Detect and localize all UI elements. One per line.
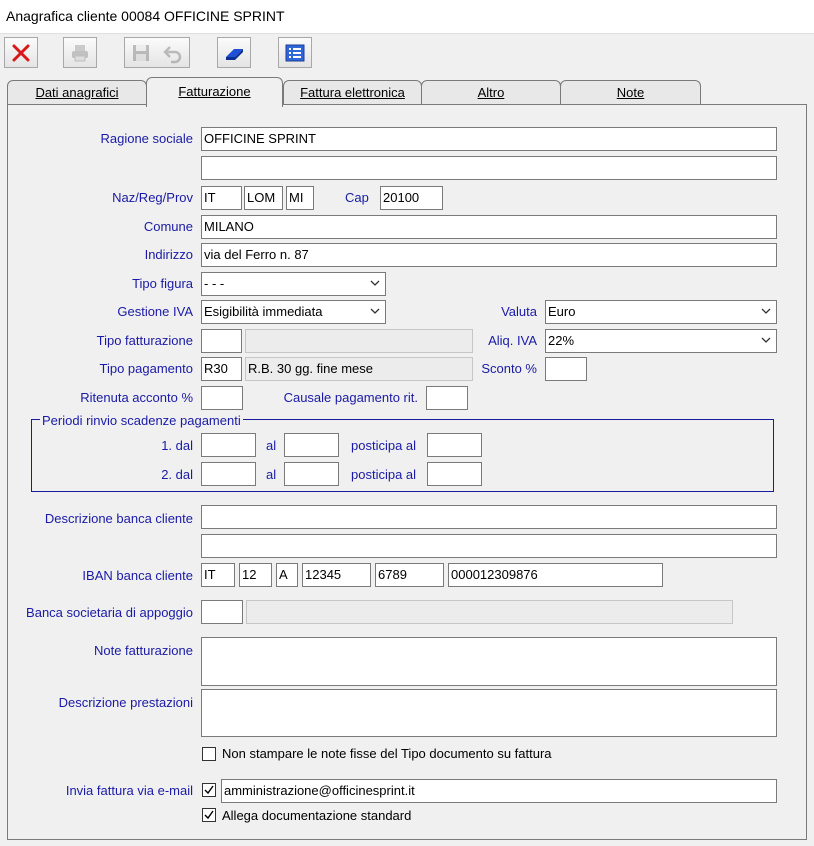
tab-label: Fattura elettronica bbox=[300, 85, 405, 100]
chevron-down-icon bbox=[369, 277, 381, 289]
provincia-input[interactable]: MI bbox=[286, 186, 314, 210]
sconto-label: Sconto % bbox=[481, 361, 537, 376]
tipo-pagamento-label: Tipo pagamento bbox=[99, 361, 193, 376]
tab-label: Note bbox=[616, 85, 645, 100]
tipo-fatturazione-label: Tipo fatturazione bbox=[96, 333, 193, 348]
save-icon bbox=[130, 42, 152, 64]
sconto-input[interactable] bbox=[545, 357, 587, 381]
iban-country-input[interactable]: IT bbox=[201, 563, 235, 587]
title-bar bbox=[0, 0, 814, 34]
naz-reg-prov-label: Naz/Reg/Prov bbox=[112, 190, 193, 205]
periodo-2-posticipa-label: posticipa al bbox=[351, 467, 417, 482]
email-input[interactable]: amministrazione@officinesprint.it bbox=[221, 779, 777, 803]
periodo-2-dal-label: 2. dal bbox=[161, 467, 193, 482]
window-title: Anagrafica cliente 00084 OFFICINE SPRINT bbox=[6, 8, 285, 24]
printer-icon bbox=[69, 42, 91, 64]
iban-label: IBAN banca cliente bbox=[82, 568, 193, 583]
tab-label: Dati anagrafici bbox=[35, 85, 119, 100]
periodi-rinvio-title: Periodi rinvio scadenze pagamenti bbox=[42, 413, 241, 428]
banca-cliente-2-input[interactable] bbox=[201, 534, 777, 558]
valuta-select[interactable] bbox=[545, 300, 777, 324]
causale-pagamento-label: Causale pagamento rit. bbox=[283, 390, 418, 405]
indirizzo-input[interactable]: via del Ferro n. 87 bbox=[201, 243, 777, 267]
undo-icon bbox=[162, 42, 184, 64]
gestione-iva-value: Esigibilità immediata bbox=[204, 304, 323, 319]
invia-email-checkbox[interactable] bbox=[202, 783, 216, 797]
tab-altro[interactable] bbox=[421, 80, 561, 105]
periodo-2-posticipa-input[interactable] bbox=[427, 462, 482, 486]
banca-cliente-label: Descrizione banca cliente bbox=[44, 511, 193, 526]
chevron-down-icon bbox=[369, 305, 381, 317]
iban-check-input[interactable]: 12 bbox=[239, 563, 272, 587]
gestione-iva-label: Gestione IVA bbox=[117, 304, 193, 319]
eraser-icon bbox=[222, 42, 246, 64]
cap-label: Cap bbox=[345, 190, 369, 205]
nazione-input[interactable]: IT bbox=[201, 186, 242, 210]
aliq-iva-select[interactable] bbox=[545, 329, 777, 353]
tab-dati-anagrafici[interactable] bbox=[7, 80, 147, 105]
aliq-iva-value: 22% bbox=[548, 333, 575, 348]
tab-fattura-elettronica[interactable] bbox=[283, 80, 422, 105]
regione-input[interactable]: LOM bbox=[244, 186, 283, 210]
checkmark-icon bbox=[203, 809, 215, 821]
banca-societaria-desc bbox=[246, 600, 733, 624]
checkmark-icon bbox=[203, 784, 215, 796]
save-button[interactable] bbox=[124, 37, 158, 68]
allega-documentazione-label: Allega documentazione standard bbox=[222, 808, 412, 823]
note-fatturazione-label: Note fatturazione bbox=[93, 643, 193, 658]
toolbar bbox=[0, 34, 814, 74]
ragione-sociale-2-input[interactable] bbox=[201, 156, 777, 180]
chevron-down-icon bbox=[760, 305, 772, 317]
comune-input[interactable]: MILANO bbox=[201, 215, 777, 239]
periodo-1-posticipa-input[interactable] bbox=[427, 433, 482, 457]
ragione-sociale-input[interactable]: OFFICINE SPRINT bbox=[201, 127, 777, 151]
comune-label: Comune bbox=[143, 219, 193, 234]
close-icon bbox=[10, 42, 32, 64]
chevron-down-icon bbox=[760, 334, 772, 346]
erase-button[interactable] bbox=[217, 37, 251, 68]
periodo-1-al-input[interactable] bbox=[284, 433, 339, 457]
tab-fatturazione[interactable] bbox=[146, 77, 283, 107]
banca-cliente-input[interactable] bbox=[201, 505, 777, 529]
banca-societaria-label: Banca societaria di appoggio bbox=[26, 605, 193, 620]
tipo-fatturazione-desc bbox=[245, 329, 473, 353]
aliq-iva-label: Aliq. IVA bbox=[488, 333, 537, 348]
non-stampare-checkbox[interactable] bbox=[202, 747, 216, 761]
tipo-figura-value: - - - bbox=[204, 276, 225, 291]
invia-email-label: Invia fattura via e-mail bbox=[65, 783, 193, 798]
periodo-1-posticipa-label: posticipa al bbox=[351, 438, 417, 453]
list-icon bbox=[283, 42, 307, 64]
descrizione-prestazioni-textarea[interactable] bbox=[201, 689, 777, 737]
tipo-fatturazione-code-input[interactable] bbox=[201, 329, 242, 353]
periodo-1-dal-input[interactable] bbox=[201, 433, 256, 457]
iban-cin-input[interactable]: A bbox=[276, 563, 298, 587]
non-stampare-label: Non stampare le note fisse del Tipo documento su fattura bbox=[222, 746, 552, 761]
close-button[interactable] bbox=[4, 37, 38, 68]
gestione-iva-select[interactable] bbox=[201, 300, 386, 324]
indirizzo-label: Indirizzo bbox=[144, 247, 193, 262]
undo-button[interactable] bbox=[156, 37, 190, 68]
causale-pagamento-input[interactable] bbox=[426, 386, 468, 410]
iban-cab-input[interactable]: 6789 bbox=[375, 563, 444, 587]
periodo-2-al-label: al bbox=[266, 467, 277, 482]
iban-account-input[interactable]: 000012309876 bbox=[448, 563, 663, 587]
allega-documentazione-checkbox[interactable] bbox=[202, 808, 216, 822]
periodo-1-al-label: al bbox=[266, 438, 277, 453]
tipo-pagamento-code-input[interactable]: R30 bbox=[201, 357, 242, 381]
tab-label: Fatturazione bbox=[178, 84, 251, 99]
tipo-figura-select[interactable] bbox=[201, 272, 386, 296]
valuta-label: Valuta bbox=[501, 304, 537, 319]
periodo-2-al-input[interactable] bbox=[284, 462, 339, 486]
tipo-pagamento-desc: R.B. 30 gg. fine mese bbox=[245, 357, 473, 381]
tipo-figura-label: Tipo figura bbox=[132, 276, 193, 291]
periodo-1-dal-label: 1. dal bbox=[161, 438, 193, 453]
periodo-2-dal-input[interactable] bbox=[201, 462, 256, 486]
list-button[interactable] bbox=[278, 37, 312, 68]
cap-input[interactable]: 20100 bbox=[380, 186, 443, 210]
descrizione-prestazioni-label: Descrizione prestazioni bbox=[58, 695, 193, 710]
tab-label: Altro bbox=[477, 85, 505, 100]
iban-abi-input[interactable]: 12345 bbox=[302, 563, 371, 587]
tab-note[interactable] bbox=[560, 80, 701, 105]
print-button[interactable] bbox=[63, 37, 97, 68]
ritenuta-acconto-input[interactable] bbox=[201, 386, 243, 410]
valuta-value: Euro bbox=[548, 304, 576, 319]
ritenuta-acconto-label: Ritenuta acconto % bbox=[80, 390, 193, 405]
note-fatturazione-textarea[interactable] bbox=[201, 637, 777, 686]
banca-societaria-code-input[interactable] bbox=[201, 600, 243, 624]
ragione-sociale-label: Ragione sociale bbox=[100, 131, 193, 146]
